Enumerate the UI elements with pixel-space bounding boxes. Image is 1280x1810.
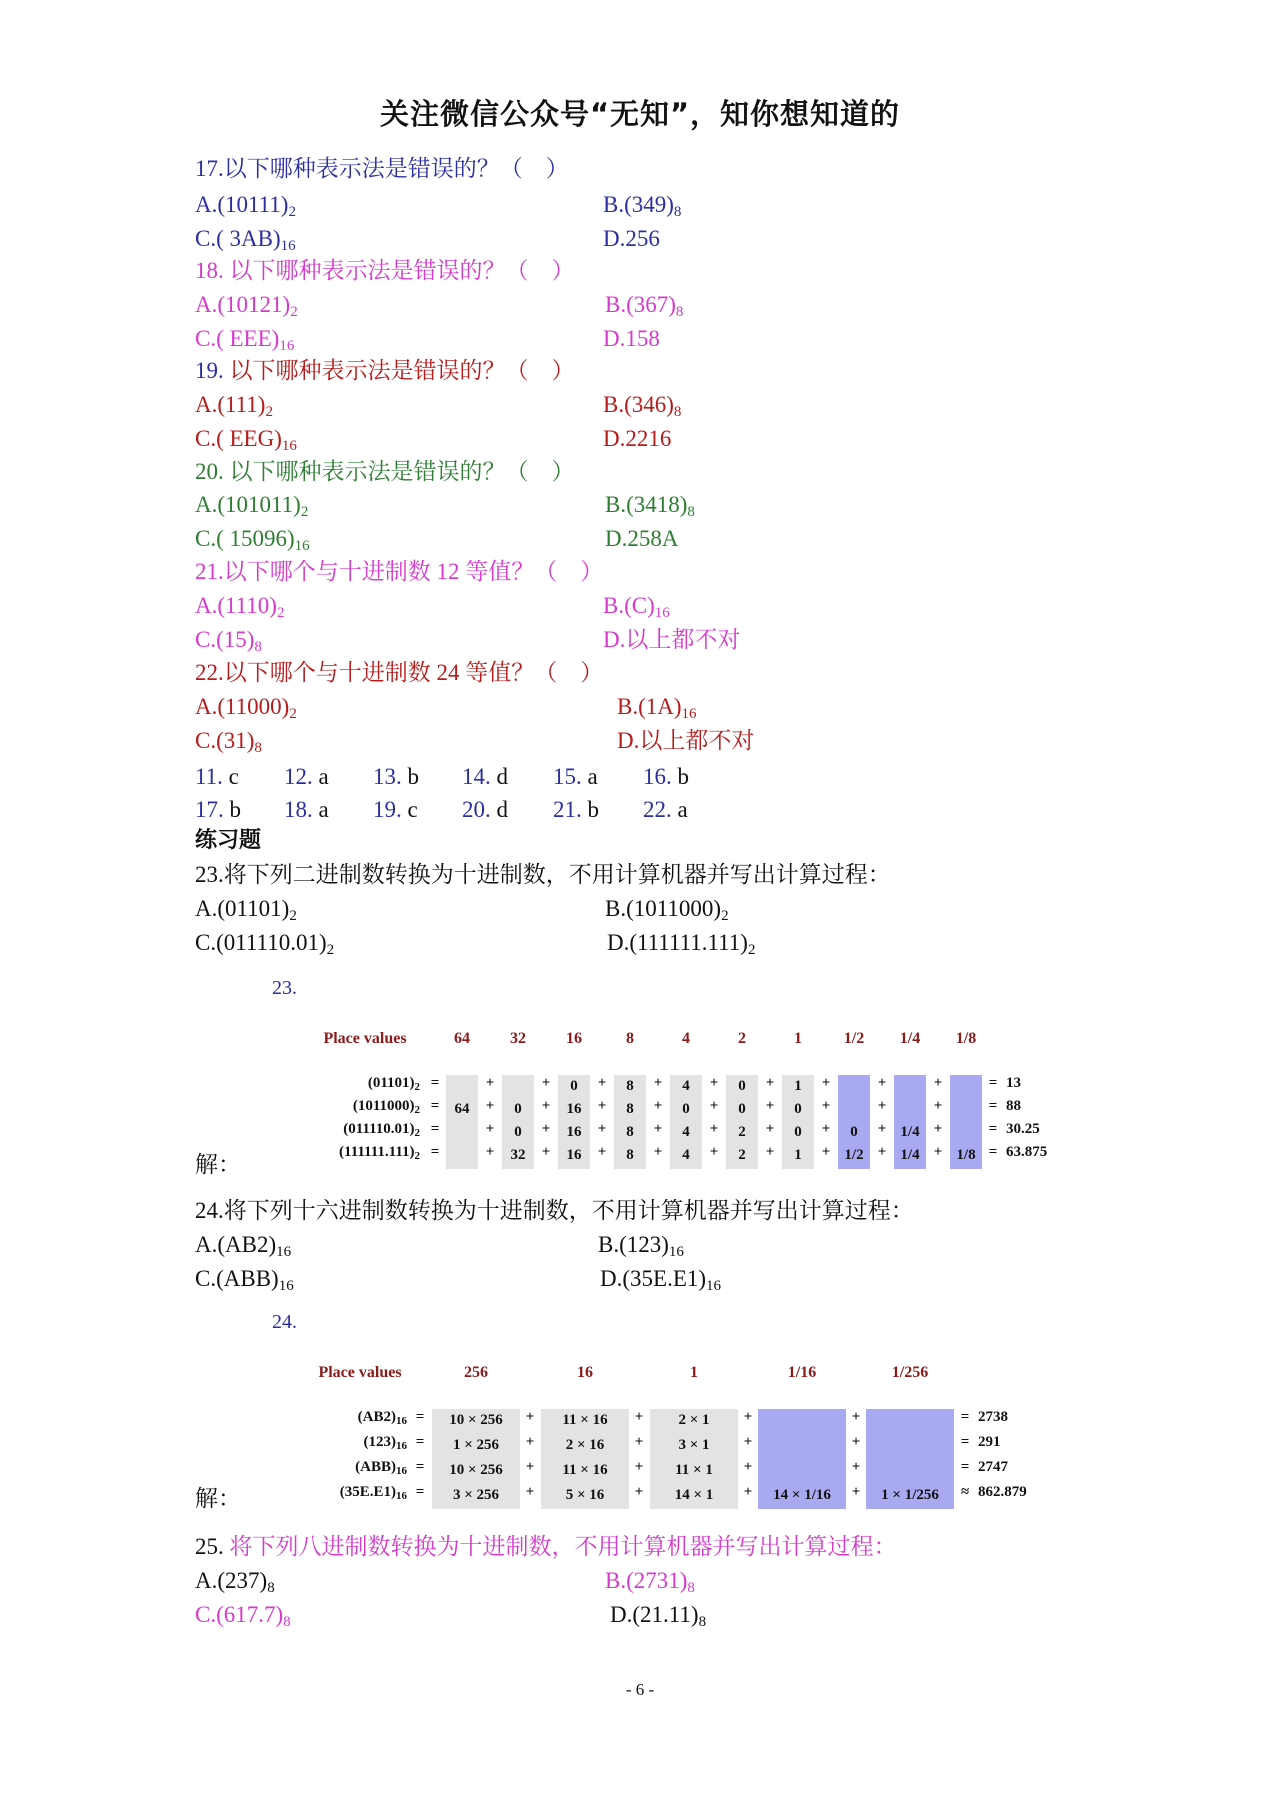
place-value-header: 1/2 (843, 1030, 865, 1047)
place-column-shade (446, 1075, 478, 1169)
q25-option-d: $D.(21.11)_8$ (610, 1602, 707, 1630)
plus-sign: + (933, 1121, 943, 1137)
plus-sign: + (709, 1075, 719, 1091)
place-digit: 0 (682, 1101, 690, 1117)
place-digit: 1 (794, 1078, 802, 1094)
q17-option-c: C.( $3AB)_{16}$ (195, 226, 296, 254)
equals-sign: ≈ (960, 1484, 970, 1500)
row-result: 291 (978, 1434, 1001, 1450)
answer-value: a (677, 797, 688, 822)
equals-sign: = (988, 1075, 998, 1091)
plus-sign: + (933, 1098, 943, 1114)
row-result: 30.25 (1006, 1121, 1040, 1137)
place-value-header: 1 (794, 1030, 802, 1047)
equals-sign: = (415, 1484, 425, 1500)
q24-option-a: $A.(AB2)_{16}$ (195, 1232, 292, 1260)
plus-sign: + (634, 1409, 644, 1425)
place-value-header: 32 (510, 1030, 526, 1047)
q19-option-d: D.2216 (603, 426, 672, 451)
place-digit: 8 (626, 1147, 634, 1163)
row-label: $(011110.01)_2$ (343, 1121, 420, 1139)
plus-sign: + (634, 1484, 644, 1500)
place-digit: 1/4 (900, 1124, 920, 1140)
place-digit: 32 (510, 1147, 526, 1163)
plus-sign: + (851, 1484, 861, 1500)
plus-sign: + (743, 1459, 753, 1475)
answer-value: c (407, 797, 418, 822)
plus-sign: + (743, 1484, 753, 1500)
place-product: 10 × 256 (449, 1462, 503, 1478)
row-label: $(01101)_2$ (367, 1075, 420, 1093)
place-digit: 2 (738, 1124, 746, 1140)
plus-sign: + (485, 1098, 495, 1114)
place-digit: 0 (794, 1101, 802, 1117)
equals-sign: = (430, 1144, 440, 1160)
q20-option-d: D.258A (605, 526, 679, 551)
place-product: 5 × 16 (565, 1487, 605, 1503)
plus-sign: + (485, 1121, 495, 1137)
q19-option-a: $A.(111)_2$ (195, 392, 273, 420)
q21-option-b: $B.(C)_{16}$ (603, 593, 670, 621)
answer-item (643, 762, 689, 792)
q21-option-a: $A.(1110)_2$ (195, 593, 285, 621)
q25-option-c: $C.(617.7)_8$ (195, 1602, 291, 1630)
answer-item (462, 795, 508, 825)
place-digit: 16 (566, 1147, 582, 1163)
plus-sign: + (765, 1098, 775, 1114)
equals-sign: = (960, 1409, 970, 1425)
answer-number: 15. (553, 764, 588, 789)
place-product: 11 × 1 (675, 1462, 713, 1478)
answer-item (462, 762, 508, 792)
place-digit: 4 (682, 1124, 690, 1140)
equals-sign: = (430, 1075, 440, 1091)
q22-option-c: $C.(31)_8$ (195, 728, 262, 756)
q22-option-d: D.以上都不对 (617, 728, 755, 753)
place-product: 3 × 256 (452, 1487, 500, 1503)
q24-stem: 24.将下列十六进制数转换为十进制数，不用计算机器并写出计算过程： (195, 1198, 914, 1223)
plus-sign: + (634, 1434, 644, 1450)
answer-item (195, 795, 241, 825)
q18-option-b: $B.(367)_8$ (605, 292, 684, 320)
q19-option-c: C.( $EEG)_{16}$ (195, 426, 297, 454)
row-result: 862.879 (978, 1484, 1027, 1500)
q24-option-b: $B.(123)_{16}$ (598, 1232, 684, 1260)
place-product: 14 × 1/16 (773, 1487, 831, 1503)
place-product: 10 × 256 (449, 1412, 503, 1428)
equals-sign: = (988, 1144, 998, 1160)
place-value-header: 256 (464, 1364, 488, 1381)
q23-stem: 23.将下列二进制数转换为十进制数，不用计算机器并写出计算过程： (195, 862, 891, 887)
q21-stem: 21.以下哪个与十进制数 12 等值？（ ） (195, 559, 604, 584)
place-values-label: Place values (318, 1364, 402, 1381)
answer-item (643, 795, 688, 825)
answer-item (553, 795, 599, 825)
q23-solution-label: 解： (195, 1152, 241, 1177)
answer-value: b (677, 764, 689, 789)
q23-option-d: $D.(111111.111)_2$ (607, 930, 756, 958)
q20-option-b: $B.(3418)_8$ (605, 492, 695, 520)
place-value-header: 64 (454, 1030, 470, 1047)
plus-sign: + (877, 1098, 887, 1114)
place-digit: 16 (566, 1124, 582, 1140)
place-value-header: 1/8 (955, 1030, 977, 1047)
plus-sign: + (709, 1098, 719, 1114)
row-label: $(111111.111)_2$ (339, 1144, 420, 1162)
plus-sign: + (765, 1075, 775, 1091)
q21-option-d: D.以上都不对 (603, 627, 741, 652)
plus-sign: + (821, 1144, 831, 1160)
q20-option-a: $A.(101011)_2$ (195, 492, 309, 520)
answer-number: 21. (553, 797, 588, 822)
row-label: $(123)_{16}$ (363, 1434, 407, 1452)
q23-option-a: $A.(01101)_2$ (195, 896, 297, 924)
plus-sign: + (851, 1409, 861, 1425)
row-result: 13 (1006, 1075, 1021, 1091)
page-number: - 6 - (625, 1680, 655, 1699)
plus-sign: + (597, 1121, 607, 1137)
place-digit: 0 (514, 1101, 522, 1117)
answer-value: a (587, 764, 598, 789)
answer-number: 22. (643, 797, 678, 822)
plus-sign: + (541, 1075, 551, 1091)
place-value-header: 16 (566, 1030, 582, 1047)
row-result: 88 (1006, 1098, 1021, 1114)
place-product: 11 × 16 (562, 1462, 608, 1478)
place-digit: 2 (738, 1147, 746, 1163)
place-value-header: 1 (690, 1364, 698, 1381)
answer-number: 18. (284, 797, 319, 822)
plus-sign: + (877, 1121, 887, 1137)
q23-option-b: $B.(1011000)_2$ (605, 896, 729, 924)
q17-option-b: $B.(349)_8$ (603, 192, 682, 220)
place-value-header: 1/16 (787, 1364, 817, 1381)
q22-stem: 22.以下哪个与十进制数 24 等值？（ ） (195, 660, 604, 685)
q24-option-d: $D.(35E.E1)_{16}$ (600, 1266, 722, 1294)
place-digit: 0 (570, 1078, 578, 1094)
plus-sign: + (597, 1075, 607, 1091)
place-product: 14 × 1 (674, 1487, 714, 1503)
answer-value: b (587, 797, 599, 822)
plus-sign: + (877, 1075, 887, 1091)
place-values-label: Place values (323, 1030, 407, 1047)
place-digit: 0 (738, 1101, 746, 1117)
place-digit: 0 (514, 1124, 522, 1140)
answer-number: 12. (284, 764, 319, 789)
place-product: 2 × 1 (678, 1412, 710, 1428)
plus-sign: + (653, 1144, 663, 1160)
plus-sign: + (525, 1434, 535, 1450)
row-label: $(35E.E1)_{16}$ (339, 1484, 407, 1502)
place-product: 11 × 16 (562, 1412, 608, 1428)
equals-sign: = (960, 1434, 970, 1450)
plus-sign: + (765, 1144, 775, 1160)
q17-stem: 17.以下哪种表示法是错误的？（ ） (195, 156, 569, 181)
place-digit: 8 (626, 1124, 634, 1140)
place-product: 2 × 16 (565, 1437, 605, 1453)
q19-stem: 19. 以下哪种表示法是错误的？（ ） (195, 358, 575, 383)
plus-sign: + (933, 1075, 943, 1091)
plus-sign: + (765, 1121, 775, 1137)
q17-option-d: D.256 (603, 226, 660, 251)
plus-sign: + (525, 1459, 535, 1475)
plus-sign: + (485, 1144, 495, 1160)
q18-option-d: D.158 (603, 326, 660, 351)
answer-number: 11. (195, 764, 229, 789)
plus-sign: + (709, 1144, 719, 1160)
place-digit: 0 (850, 1124, 858, 1140)
row-result: 2747 (978, 1459, 1008, 1475)
place-digit: 1/4 (900, 1147, 920, 1163)
answer-number: 14. (462, 764, 497, 789)
place-digit: 1/8 (956, 1147, 976, 1163)
plus-sign: + (743, 1409, 753, 1425)
plus-sign: + (877, 1144, 887, 1160)
q20-stem: 20. 以下哪种表示法是错误的？（ ） (195, 459, 575, 484)
q18-option-a: $A.(10121)_2$ (195, 292, 298, 320)
answer-number: 13. (373, 764, 408, 789)
q17-option-a: $A.(10111)_2$ (195, 192, 296, 220)
answer-item (553, 762, 598, 792)
equals-sign: = (415, 1434, 425, 1450)
q18-option-c: C.( $EEE)_{16}$ (195, 326, 295, 354)
plus-sign: + (851, 1459, 861, 1475)
plus-sign: + (525, 1484, 535, 1500)
plus-sign: + (525, 1409, 535, 1425)
q25-option-a: $A.(237)_8$ (195, 1568, 275, 1596)
q23-figure-label: 23. (272, 977, 297, 999)
q22-option-b: $B.(1A)_{16}$ (617, 694, 697, 722)
row-result: 2738 (978, 1409, 1008, 1425)
q21-option-c: $C.(15)_8$ (195, 627, 262, 655)
q24-option-c: $C.(ABB)_{16}$ (195, 1266, 294, 1294)
place-digit: 0 (738, 1078, 746, 1094)
row-result: 63.875 (1006, 1144, 1048, 1160)
plus-sign: + (653, 1075, 663, 1091)
row-label: $(ABB)_{16}$ (355, 1459, 407, 1477)
place-digit: 8 (626, 1078, 634, 1094)
answer-number: 20. (462, 797, 497, 822)
plus-sign: + (485, 1075, 495, 1091)
section-title: 练习题 (195, 828, 262, 853)
q22-option-a: $A.(11000)_2$ (195, 694, 297, 722)
plus-sign: + (821, 1098, 831, 1114)
plus-sign: + (634, 1459, 644, 1475)
place-digit: 64 (454, 1101, 470, 1117)
place-value-header: 16 (577, 1364, 593, 1381)
place-digit: 4 (682, 1078, 690, 1094)
answer-item (284, 762, 329, 792)
answer-item (195, 762, 239, 792)
place-digit: 16 (566, 1101, 582, 1117)
plus-sign: + (821, 1075, 831, 1091)
equals-sign: = (988, 1098, 998, 1114)
plus-sign: + (743, 1434, 753, 1450)
place-digit: 4 (682, 1147, 690, 1163)
answer-number: 17. (195, 797, 230, 822)
q20-option-c: C.( $15096)_{16}$ (195, 526, 310, 554)
equals-sign: = (430, 1121, 440, 1137)
plus-sign: + (821, 1121, 831, 1137)
answer-value: d (496, 797, 508, 822)
plus-sign: + (597, 1144, 607, 1160)
place-digit: 8 (626, 1101, 634, 1117)
row-label: $(AB2)_{16}$ (357, 1409, 407, 1427)
plus-sign: + (709, 1121, 719, 1137)
answer-number: 16. (643, 764, 678, 789)
answer-value: d (496, 764, 508, 789)
place-value-header: 1/256 (891, 1364, 929, 1381)
place-value-header: 1/4 (899, 1030, 921, 1047)
page-header-title: 关注微信公众号“无知”，知你想知道的 (379, 97, 901, 131)
equals-sign: = (415, 1459, 425, 1475)
q25-option-b: $B.(2731)_8$ (605, 1568, 695, 1596)
place-digit: 1/2 (844, 1147, 864, 1163)
plus-sign: + (653, 1121, 663, 1137)
q19-option-b: $B.(346)_8$ (603, 392, 682, 420)
q25-stem: 25. 将下列八进制数转换为十进制数，不用计算机器并写出计算过程： (195, 1534, 897, 1559)
answer-item (373, 762, 419, 792)
q18-stem: 18. 以下哪种表示法是错误的？（ ） (195, 258, 575, 283)
place-product: 3 × 1 (678, 1437, 710, 1453)
answer-item (284, 795, 329, 825)
q24-solution-label: 解： (195, 1486, 241, 1511)
q24-figure-label: 24. (272, 1311, 297, 1333)
equals-sign: = (988, 1121, 998, 1137)
equals-sign: = (415, 1409, 425, 1425)
equals-sign: = (960, 1459, 970, 1475)
place-value-header: 4 (682, 1030, 690, 1047)
row-label: $(1011000)_2$ (352, 1098, 420, 1116)
place-digit: 0 (794, 1124, 802, 1140)
place-digit: 1 (794, 1147, 802, 1163)
equals-sign: = (430, 1098, 440, 1114)
answer-value: b (229, 797, 241, 822)
place-value-header: 2 (738, 1030, 746, 1047)
plus-sign: + (597, 1098, 607, 1114)
plus-sign: + (653, 1098, 663, 1114)
plus-sign: + (541, 1144, 551, 1160)
place-value-header: 8 (626, 1030, 634, 1047)
plus-sign: + (933, 1144, 943, 1160)
plus-sign: + (541, 1098, 551, 1114)
answer-item (373, 795, 418, 825)
plus-sign: + (851, 1434, 861, 1450)
answer-number: 19. (373, 797, 408, 822)
answer-value: a (318, 764, 329, 789)
answer-value: c (228, 764, 239, 789)
plus-sign: + (541, 1121, 551, 1137)
place-product: 1 × 1/256 (881, 1487, 939, 1503)
answer-value: a (318, 797, 329, 822)
answer-value: b (407, 764, 419, 789)
place-product: 1 × 256 (452, 1437, 500, 1453)
q23-option-c: $C.(011110.01)_2$ (195, 930, 335, 958)
